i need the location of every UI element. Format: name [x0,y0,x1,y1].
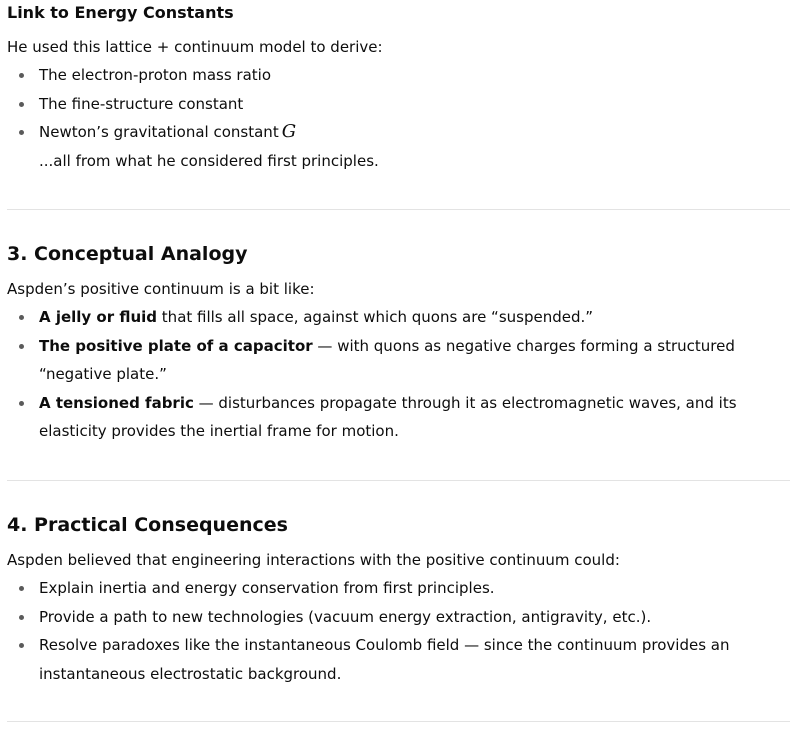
section-practical-consequences [7,511,790,688]
bullet-icon [19,102,24,107]
section-link-energy-constants [7,0,790,175]
list-item [7,631,790,688]
list-item-continuation: ...all from what he considered first principles. [39,151,379,170]
section-divider [7,721,790,722]
bullet-icon [19,586,24,591]
list-item-text: — disturbances propagate through it as electromagnetic waves, and its elasticity provides the inertial frame for motion. [39,393,737,440]
section-intro: Aspden believed that engineering interactions with the positive continuum could: [7,551,620,569]
section-heading: 3. Conceptual Analogy [7,243,248,265]
section-heading: Link to Energy Constants [7,3,234,22]
section-intro: Aspden’s positive continuum is a bit like: [7,280,315,298]
list-item [7,118,790,175]
math-symbol-g: G [281,121,297,142]
list-item-text: The fine-structure constant [39,94,244,113]
list-item-text: — with quons as negative charges forming a structured “negative plate.” [39,336,735,383]
list-item-text: Newton’s gravitational constant [39,123,279,141]
list-item [7,574,790,603]
bullet-list [7,303,790,446]
list-item [7,389,790,446]
list-item-text: Resolve paradoxes like the instantaneous Coulomb field — since the continuum provides an instantaneous electrostatic background. [39,636,730,683]
list-item-text: Provide a path to new technologies (vacuum energy extraction, antigravity, etc.). [39,607,652,626]
bullet-icon [19,643,24,648]
bullet-icon [19,130,24,135]
section-heading: 4. Practical Consequences [7,514,288,536]
list-item [7,61,790,90]
list-item-text: The electron-proton mass ratio [39,66,272,84]
list-item-text: Explain inertia and energy conservation from first principles. [39,579,495,597]
list-item-term: The positive plate of a capacitor [39,336,313,355]
bullet-icon [19,401,24,406]
list-item [7,603,790,632]
list-item-term: A jelly or fluid [39,308,158,326]
bullet-icon [19,73,24,78]
section-divider [7,480,790,481]
bullet-icon [19,344,24,349]
bullet-icon [19,615,24,620]
section-intro: He used this lattice + continuum model to derive: [7,38,383,56]
list-item-text: that fills all space, against which quons are “suspended.” [157,308,594,326]
bullet-list [7,61,790,175]
list-item [7,90,790,119]
list-item [7,303,790,332]
section-conceptual-analogy [7,240,790,446]
section-divider [7,209,790,210]
list-item-term: A tensioned fabric [39,393,194,412]
bullet-icon [19,315,24,320]
bullet-list [7,574,790,688]
list-item [7,332,790,389]
